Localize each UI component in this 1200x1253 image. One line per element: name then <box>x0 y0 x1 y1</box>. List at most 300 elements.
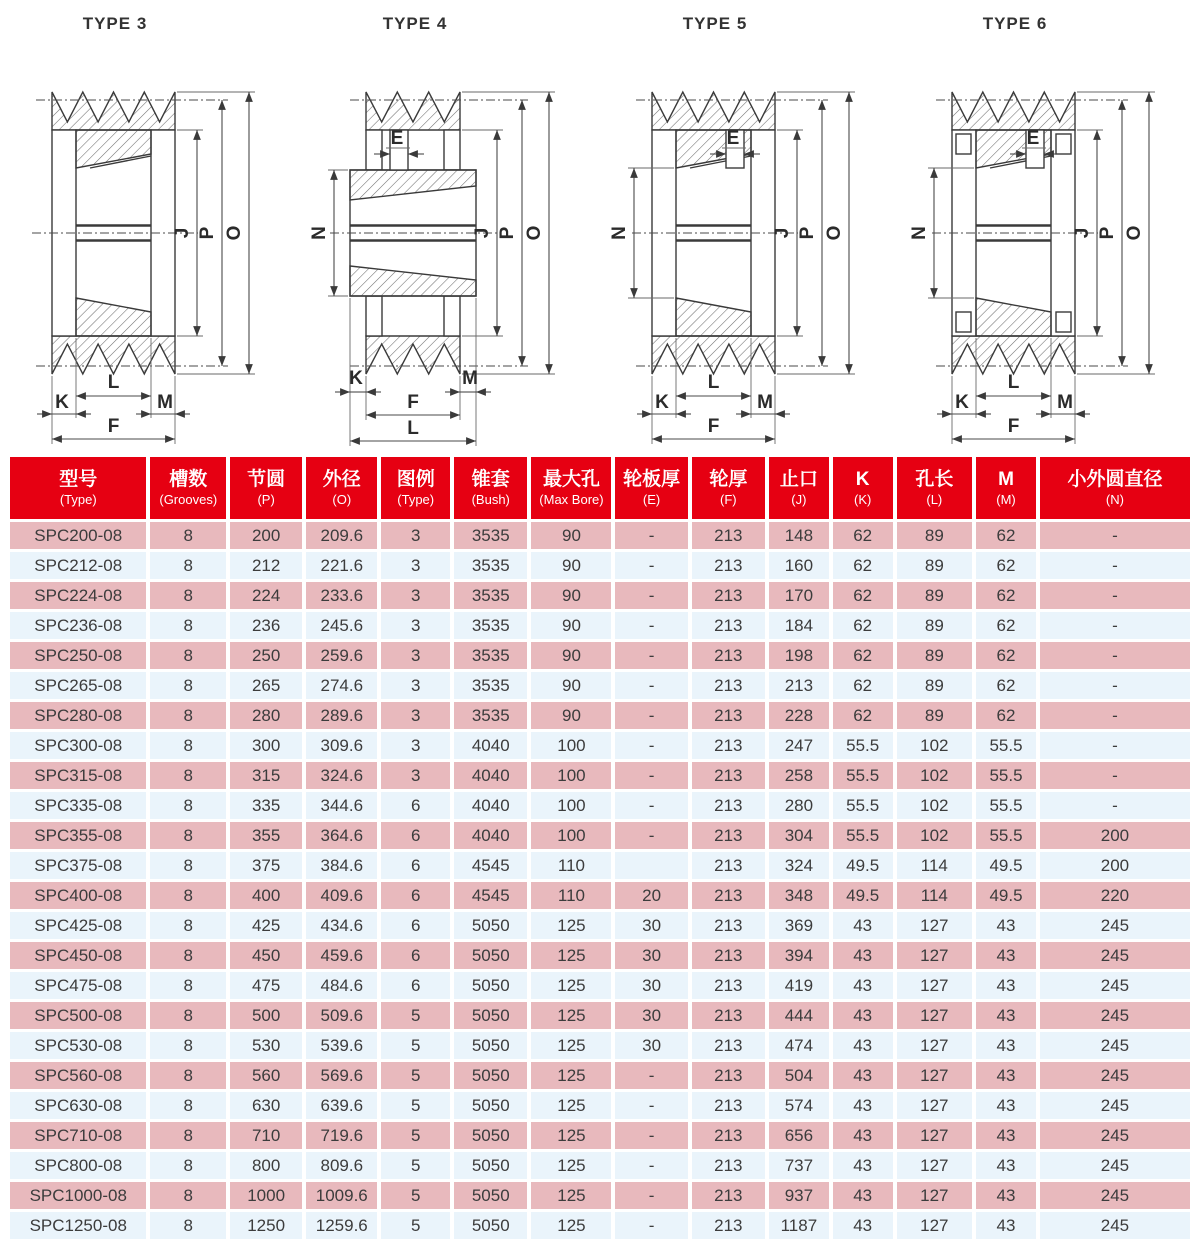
table-cell: 43 <box>833 942 893 969</box>
table-cell: 125 <box>531 942 611 969</box>
header-row <box>10 457 1190 519</box>
table-cell: SPC1250-08 <box>10 1212 146 1239</box>
table-cell: - <box>615 792 687 819</box>
table-cell: 213 <box>692 672 765 699</box>
table-cell: SPC560-08 <box>10 1062 146 1089</box>
table-cell: 5050 <box>454 1032 527 1059</box>
table-row <box>10 522 1190 549</box>
table-cell: - <box>615 1062 687 1089</box>
table-cell: 213 <box>692 582 765 609</box>
pulley-cross-section-type5 <box>600 30 900 452</box>
table-cell: 344.6 <box>306 792 377 819</box>
table-cell: 5050 <box>454 1002 527 1029</box>
table-cell: 574 <box>769 1092 829 1119</box>
table-cell <box>615 852 687 879</box>
table-cell: 43 <box>976 1212 1036 1239</box>
table-cell: 8 <box>150 762 226 789</box>
column-header: K (K) <box>833 457 893 519</box>
dim-label-E: E <box>1026 128 1040 149</box>
dim-label-J: J <box>172 227 193 239</box>
table-cell: SPC300-08 <box>10 732 146 759</box>
table-cell: 274.6 <box>306 672 377 699</box>
dim-label-L: L <box>107 372 120 393</box>
table-row <box>10 912 1190 939</box>
table-cell: 43 <box>833 1122 893 1149</box>
spec-table <box>6 454 1194 1242</box>
table-cell: 213 <box>692 1092 765 1119</box>
table-cell: 8 <box>150 1212 226 1239</box>
table-cell: 656 <box>769 1122 829 1149</box>
table-cell: 220 <box>1040 882 1190 909</box>
table-cell: 315 <box>230 762 302 789</box>
table-row <box>10 642 1190 669</box>
table-cell: 8 <box>150 942 226 969</box>
table-row <box>10 1032 1190 1059</box>
table-cell: SPC375-08 <box>10 852 146 879</box>
table-cell: 89 <box>897 702 973 729</box>
dim-label-J: J <box>772 227 793 239</box>
table-cell: 212 <box>230 552 302 579</box>
table-cell: 4040 <box>454 822 527 849</box>
table-cell: 43 <box>833 1182 893 1209</box>
column-header: 锥套 (Bush) <box>454 457 527 519</box>
diagram-title: TYPE 6 <box>982 14 1048 33</box>
table-cell: 125 <box>531 1062 611 1089</box>
table-cell: 5 <box>381 1182 450 1209</box>
table-cell: 6 <box>381 792 450 819</box>
dim-label-M: M <box>157 392 173 413</box>
table-cell: 5050 <box>454 942 527 969</box>
dim-label-N: N <box>309 226 330 240</box>
table-cell: 5 <box>381 1032 450 1059</box>
table-cell: 233.6 <box>306 582 377 609</box>
table-cell: SPC400-08 <box>10 882 146 909</box>
column-header: 外径 (O) <box>306 457 377 519</box>
table-cell: 8 <box>150 1152 226 1179</box>
table-cell: 309.6 <box>306 732 377 759</box>
table-cell: 55.5 <box>976 822 1036 849</box>
table-cell: 5050 <box>454 972 527 999</box>
table-row <box>10 852 1190 879</box>
table-cell: SPC265-08 <box>10 672 146 699</box>
dim-label-J: J <box>1072 227 1093 239</box>
dim-label-F: F <box>1007 416 1020 437</box>
table-cell: SPC710-08 <box>10 1122 146 1149</box>
table-cell: - <box>615 1152 687 1179</box>
table-row <box>10 1152 1190 1179</box>
table-cell: - <box>1040 732 1190 759</box>
table-cell: SPC475-08 <box>10 972 146 999</box>
table-cell: 213 <box>692 1002 765 1029</box>
table-cell: 62 <box>976 582 1036 609</box>
table-cell: 409.6 <box>306 882 377 909</box>
table-cell: 102 <box>897 732 973 759</box>
table-cell: 62 <box>976 522 1036 549</box>
table-cell: 8 <box>150 1092 226 1119</box>
dim-label-O: O <box>1124 225 1145 241</box>
table-cell: 400 <box>230 882 302 909</box>
table-cell: 355 <box>230 822 302 849</box>
table-cell: 8 <box>150 882 226 909</box>
dim-label-M: M <box>757 392 773 413</box>
table-cell: 55.5 <box>976 792 1036 819</box>
table-cell: 6 <box>381 912 450 939</box>
table-cell: 1259.6 <box>306 1212 377 1239</box>
table-cell: - <box>1040 522 1190 549</box>
table-cell: 384.6 <box>306 852 377 879</box>
table-cell: 49.5 <box>976 882 1036 909</box>
table-cell: 236 <box>230 612 302 639</box>
table-cell: 569.6 <box>306 1062 377 1089</box>
table-cell: 1000 <box>230 1182 302 1209</box>
table-cell: SPC355-08 <box>10 822 146 849</box>
table-cell: SPC630-08 <box>10 1092 146 1119</box>
table-cell: 89 <box>897 552 973 579</box>
table-cell: 394 <box>769 942 829 969</box>
table-cell: 474 <box>769 1032 829 1059</box>
table-cell: 6 <box>381 942 450 969</box>
table-cell: 6 <box>381 882 450 909</box>
table-cell: 5 <box>381 1152 450 1179</box>
table-cell: 89 <box>897 582 973 609</box>
table-cell: 213 <box>692 1152 765 1179</box>
table-cell: 100 <box>531 762 611 789</box>
table-cell: 245 <box>1040 1182 1190 1209</box>
table-cell: 43 <box>976 1002 1036 1029</box>
table-cell: - <box>1040 792 1190 819</box>
table-cell: 43 <box>833 1002 893 1029</box>
table-cell: 62 <box>976 702 1036 729</box>
table-cell: 213 <box>692 1182 765 1209</box>
table-cell: 5050 <box>454 1062 527 1089</box>
table-cell: 335 <box>230 792 302 819</box>
table-cell: 184 <box>769 612 829 639</box>
table-cell: 125 <box>531 1212 611 1239</box>
table-cell: 200 <box>1040 822 1190 849</box>
table-cell: 5050 <box>454 1212 527 1239</box>
table-cell: 90 <box>531 672 611 699</box>
table-cell: 8 <box>150 552 226 579</box>
table-row <box>10 582 1190 609</box>
table-cell: 102 <box>897 822 973 849</box>
table-cell: 43 <box>976 1092 1036 1119</box>
pulley-cross-section-type3 <box>0 30 300 452</box>
table-cell: 224 <box>230 582 302 609</box>
table-cell: SPC250-08 <box>10 642 146 669</box>
table-row <box>10 1092 1190 1119</box>
table-cell: 3535 <box>454 582 527 609</box>
table-cell: 504 <box>769 1062 829 1089</box>
column-header: 孔长 (L) <box>897 457 973 519</box>
table-cell: 348 <box>769 882 829 909</box>
table-cell: 5050 <box>454 1182 527 1209</box>
table-row <box>10 732 1190 759</box>
table-cell: 62 <box>976 552 1036 579</box>
table-cell: 49.5 <box>833 882 893 909</box>
table-cell: 300 <box>230 732 302 759</box>
table-cell: 127 <box>897 1062 973 1089</box>
table-cell: 5050 <box>454 1152 527 1179</box>
table-cell: 43 <box>976 1152 1036 1179</box>
table-cell: SPC280-08 <box>10 702 146 729</box>
diagram-title: TYPE 4 <box>382 14 448 33</box>
table-cell: 6 <box>381 972 450 999</box>
table-cell: 245 <box>1040 942 1190 969</box>
table-cell: 30 <box>615 1032 687 1059</box>
table-cell: 6 <box>381 852 450 879</box>
table-cell: 55.5 <box>833 732 893 759</box>
table-cell: 3535 <box>454 612 527 639</box>
table-cell: 20 <box>615 882 687 909</box>
table-cell: 6 <box>381 822 450 849</box>
table-cell: - <box>1040 552 1190 579</box>
table-cell: 8 <box>150 1182 226 1209</box>
table-cell: 3 <box>381 732 450 759</box>
table-row <box>10 822 1190 849</box>
table-cell: SPC335-08 <box>10 792 146 819</box>
table-cell: 62 <box>976 642 1036 669</box>
table-cell: - <box>1040 642 1190 669</box>
table-cell: 3 <box>381 612 450 639</box>
table-row <box>10 942 1190 969</box>
table-cell: - <box>615 822 687 849</box>
table-cell: - <box>615 1212 687 1239</box>
table-cell: 62 <box>976 612 1036 639</box>
pulley-cross-section-type4 <box>300 30 600 452</box>
table-cell: 213 <box>692 642 765 669</box>
table-cell: 125 <box>531 1182 611 1209</box>
table-cell: 102 <box>897 762 973 789</box>
dim-label-L: L <box>407 418 419 439</box>
table-cell: SPC1000-08 <box>10 1182 146 1209</box>
table-cell: 8 <box>150 792 226 819</box>
table-cell: 100 <box>531 822 611 849</box>
table-cell: 114 <box>897 852 973 879</box>
table-cell: 127 <box>897 1002 973 1029</box>
table-cell: 43 <box>976 912 1036 939</box>
table-cell: 43 <box>976 1122 1036 1149</box>
table-cell: 62 <box>833 582 893 609</box>
table-cell: 213 <box>692 1122 765 1149</box>
table-cell: 62 <box>833 522 893 549</box>
table-cell: 102 <box>897 792 973 819</box>
table-row <box>10 1062 1190 1089</box>
table-cell: 4040 <box>454 732 527 759</box>
table-cell: 800 <box>230 1152 302 1179</box>
table-cell: 90 <box>531 522 611 549</box>
table-cell: 245.6 <box>306 612 377 639</box>
table-cell: SPC212-08 <box>10 552 146 579</box>
table-cell: SPC425-08 <box>10 912 146 939</box>
table-cell: 43 <box>833 972 893 999</box>
table-cell: 49.5 <box>833 852 893 879</box>
table-row <box>10 882 1190 909</box>
table-cell: 200 <box>230 522 302 549</box>
table-cell: 30 <box>615 912 687 939</box>
table-cell: 213 <box>692 552 765 579</box>
table-cell: 114 <box>897 882 973 909</box>
table-cell: 55.5 <box>833 822 893 849</box>
table-cell: 3535 <box>454 522 527 549</box>
table-cell: 90 <box>531 582 611 609</box>
table-cell: 90 <box>531 702 611 729</box>
table-cell: 3535 <box>454 702 527 729</box>
table-cell: 364.6 <box>306 822 377 849</box>
table-cell: 3 <box>381 582 450 609</box>
table-cell: 630 <box>230 1092 302 1119</box>
dim-label-F: F <box>107 416 120 437</box>
table-cell: 170 <box>769 582 829 609</box>
table-cell: 90 <box>531 552 611 579</box>
table-cell: 43 <box>833 1062 893 1089</box>
table-cell: - <box>615 582 687 609</box>
table-cell: 4040 <box>454 792 527 819</box>
table-cell: 221.6 <box>306 552 377 579</box>
table-cell: 89 <box>897 672 973 699</box>
table-cell: - <box>615 702 687 729</box>
dim-label-O: O <box>824 225 845 241</box>
table-cell: - <box>1040 762 1190 789</box>
dim-label-E: E <box>726 128 740 149</box>
table-cell: 419 <box>769 972 829 999</box>
dim-label-N: N <box>609 226 630 240</box>
dim-label-O: O <box>524 225 545 241</box>
table-cell: 444 <box>769 1002 829 1029</box>
dim-label-N: N <box>909 226 930 240</box>
table-cell: 55.5 <box>833 792 893 819</box>
table-cell: 127 <box>897 1032 973 1059</box>
table-cell: - <box>615 1092 687 1119</box>
table-cell: 213 <box>692 732 765 759</box>
table-cell: 8 <box>150 672 226 699</box>
table-row <box>10 972 1190 999</box>
table-cell: 245 <box>1040 1002 1190 1029</box>
dim-label-P: P <box>1097 226 1118 240</box>
table-cell: 560 <box>230 1062 302 1089</box>
table-cell: 125 <box>531 1092 611 1119</box>
diagram-type3 <box>0 0 300 452</box>
table-cell: 509.6 <box>306 1002 377 1029</box>
table-cell: 8 <box>150 912 226 939</box>
table-cell: 245 <box>1040 1062 1190 1089</box>
table-cell: 43 <box>833 1152 893 1179</box>
table-cell: - <box>615 1122 687 1149</box>
table-cell: 62 <box>833 672 893 699</box>
table-cell: 43 <box>976 1062 1036 1089</box>
table-cell: 8 <box>150 642 226 669</box>
diagram-title: TYPE 3 <box>82 14 148 33</box>
table-cell: 30 <box>615 942 687 969</box>
table-cell: 710 <box>230 1122 302 1149</box>
dim-label-K: K <box>655 392 669 413</box>
table-cell: 213 <box>692 762 765 789</box>
table-cell: 110 <box>531 852 611 879</box>
table-cell: 3535 <box>454 552 527 579</box>
table-cell: 213 <box>692 1062 765 1089</box>
table-cell: - <box>615 612 687 639</box>
dim-label-P: P <box>497 226 518 240</box>
table-cell: 213 <box>769 672 829 699</box>
table-row <box>10 552 1190 579</box>
table-cell: 450 <box>230 942 302 969</box>
table-cell: 125 <box>531 1152 611 1179</box>
table-cell: SPC236-08 <box>10 612 146 639</box>
table-cell: 90 <box>531 612 611 639</box>
dim-label-K: K <box>349 368 363 389</box>
table-cell: 127 <box>897 1152 973 1179</box>
table-cell: 5050 <box>454 1122 527 1149</box>
table-cell: - <box>615 642 687 669</box>
table-cell: 148 <box>769 522 829 549</box>
dim-label-P: P <box>197 226 218 240</box>
table-cell: 1250 <box>230 1212 302 1239</box>
table-cell: 8 <box>150 732 226 759</box>
table-cell: 530 <box>230 1032 302 1059</box>
dim-label-F: F <box>407 392 419 413</box>
table-cell: 245 <box>1040 1092 1190 1119</box>
table-cell: 43 <box>976 942 1036 969</box>
table-cell: 213 <box>692 702 765 729</box>
table-row <box>10 672 1190 699</box>
table-cell: - <box>615 672 687 699</box>
column-header: M (M) <box>976 457 1036 519</box>
table-row <box>10 1122 1190 1149</box>
table-cell: 62 <box>833 612 893 639</box>
table-cell: 245 <box>1040 1032 1190 1059</box>
dim-label-K: K <box>955 392 969 413</box>
table-cell: 160 <box>769 552 829 579</box>
column-header: 槽数 (Grooves) <box>150 457 226 519</box>
dim-label-L: L <box>1007 372 1020 393</box>
column-header: 节圆 (P) <box>230 457 302 519</box>
table-row <box>10 1002 1190 1029</box>
table-cell: 43 <box>976 972 1036 999</box>
table-cell: 5050 <box>454 1092 527 1119</box>
table-cell: 43 <box>833 1092 893 1119</box>
table-cell: 434.6 <box>306 912 377 939</box>
table-cell: 280 <box>230 702 302 729</box>
table-cell: 89 <box>897 522 973 549</box>
spec-table-wrap <box>0 452 1200 1242</box>
table-cell: 250 <box>230 642 302 669</box>
table-cell: 459.6 <box>306 942 377 969</box>
table-cell: 4545 <box>454 852 527 879</box>
table-cell: 258 <box>769 762 829 789</box>
table-cell: SPC500-08 <box>10 1002 146 1029</box>
table-cell: 213 <box>692 852 765 879</box>
table-cell: 213 <box>692 792 765 819</box>
column-header: 小外圆直径 (N) <box>1040 457 1190 519</box>
table-cell: 127 <box>897 912 973 939</box>
table-cell: 3 <box>381 522 450 549</box>
table-cell: 375 <box>230 852 302 879</box>
table-cell: 245 <box>1040 912 1190 939</box>
table-cell: 425 <box>230 912 302 939</box>
table-cell: SPC800-08 <box>10 1152 146 1179</box>
table-cell: 100 <box>531 792 611 819</box>
table-cell: 55.5 <box>976 732 1036 759</box>
table-cell: 125 <box>531 1032 611 1059</box>
table-cell: 100 <box>531 732 611 759</box>
table-cell: 89 <box>897 642 973 669</box>
table-cell: - <box>1040 702 1190 729</box>
table-cell: 639.6 <box>306 1092 377 1119</box>
table-row <box>10 792 1190 819</box>
table-cell: 475 <box>230 972 302 999</box>
table-cell: - <box>615 1182 687 1209</box>
table-cell: 719.6 <box>306 1122 377 1149</box>
table-cell: 324 <box>769 852 829 879</box>
